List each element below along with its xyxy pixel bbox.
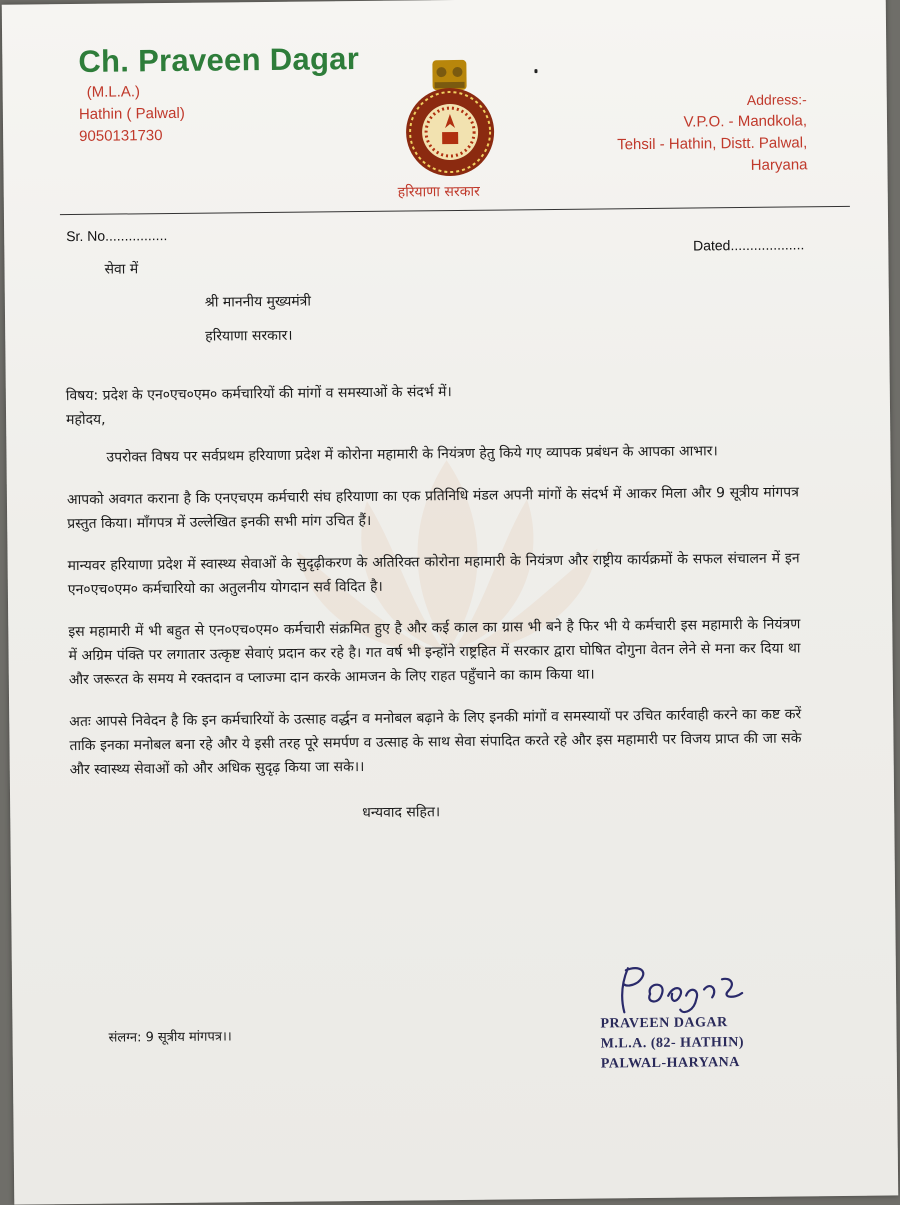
paragraph: अतः आपसे निवेदन है कि इन कर्मचारियों के उत्साह वर्द्धन व मनोबल बढ़ाने के लिए इनकी मांगों व समस्यायों पर उचित कार्रवाही करने का कष्ट करें ताकि इनका मनोबल बना रहे और ये इसी तरह पूरे समर्पण व उत्साह के साथ सेवा संपादित करते रहे और इस महामारी पर विजय प्राप्त की जा सके और स्वास्थ्य सेवाओं को और अधिक सुदृढ़ किया जा सके।। [69, 706, 802, 779]
letter-body [64, 250, 802, 828]
address-line: V.P.O. - Mandkola, [683, 112, 808, 131]
serial-number: Sr. No................ [66, 227, 168, 245]
haryana-govt-emblem-icon [394, 57, 505, 178]
paper-speck [534, 69, 537, 73]
letterhead-address [617, 88, 808, 178]
closing: धन्यवाद सहित। [362, 804, 441, 822]
address-line: Haryana [750, 156, 808, 174]
emblem-caption: हरियाणा सरकार [397, 183, 480, 201]
paragraph: आपको अवगत कराना है कि एनएचएम कर्मचारी संघ हरियाणा का एक प्रतिनिधि मंडल अपनी मांगों के संदर्भ में आकर मिला और 9 सूत्रीय मांगपत्र प्रस्तुत किया। माँगपत्र में उल्लेखित इनकी सभी मांग उचित हैं। [66, 484, 799, 533]
paragraph: उपरोक्त विषय पर सर्वप्रथम हरियाणा प्रदेश में कोरोना महामारी के नियंत्रण हेतु किये गए व्यापक प्रबंधन के आपका आभार। [106, 443, 718, 466]
constituency: Hathin ( Palwal) [78, 104, 185, 123]
letterhead-divider [60, 206, 850, 215]
enclosure-note: संलग्न: 9 सूत्रीय मांगपत्र।। [108, 1029, 232, 1046]
addressee-line: हरियाणा सरकार। [205, 327, 293, 345]
address-line: Tehsil - Hathin, Distt. Palwal, [617, 134, 808, 154]
greeting: महोदय, [66, 411, 106, 429]
signatory-name: PRAVEEN DAGAR [600, 1015, 728, 1032]
signature-block [600, 1013, 744, 1074]
paragraph: इस महामारी में भी बहुत से एन०एच०एम० कर्मचारी संक्रमित हुए है और कई काल का ग्रास भी बने है फिर भी ये कर्मचारी इस महामारी के नियंत्रण में अग्रिम पंक्ति पर लगातार उत्कृष्ट सेवाएं प्रदान कर रहे है। गत वर्ष भी इन्होंने राष्ट्रहित में सरकार द्वारा घोषित दोगुना वेतन लेने से मना कर दिया था और जरूरत के समय मे रक्तदान व प्लाज्मा दान करके आमजन के लिए राहत पहुँचाने का काम किया था। [68, 616, 801, 689]
signatory-place: PALWAL-HARYANA [600, 1055, 740, 1072]
designation: (M.L.A.) [86, 83, 141, 101]
paragraph: मान्यवर हरियाणा प्रदेश में स्वास्थ्य सेवाओं के सुदृढ़ीकरण के अतिरिक्त कोरोना महामारी के नियंत्रण और राष्ट्रीय कार्यक्रमों के सफल संचालन में इन एन०एच०एम० कर्मचारियो का अतुलनीय योगदान सर्व विदित है। [67, 550, 800, 599]
signatory-title: M.L.A. (82- HATHIN) [600, 1035, 745, 1052]
date-field: Dated................... [692, 236, 805, 254]
phone-number: 9050131730 [79, 127, 163, 145]
letterhead-left [79, 81, 186, 148]
subject-line: विषय: प्रदेश के एन०एच०एम० कर्मचारियों की मांगों व समस्याओं के संदर्भ में। [65, 384, 452, 405]
letter-page [2, 0, 899, 1205]
address-title: Address:- [746, 91, 807, 108]
addressee-line: श्री माननीय मुख्यमंत्री [204, 293, 312, 311]
mla-name: Ch. Praveen Dagar [78, 41, 360, 79]
salutation-to: सेवा में [104, 261, 139, 278]
handwritten-signature [610, 959, 761, 1021]
